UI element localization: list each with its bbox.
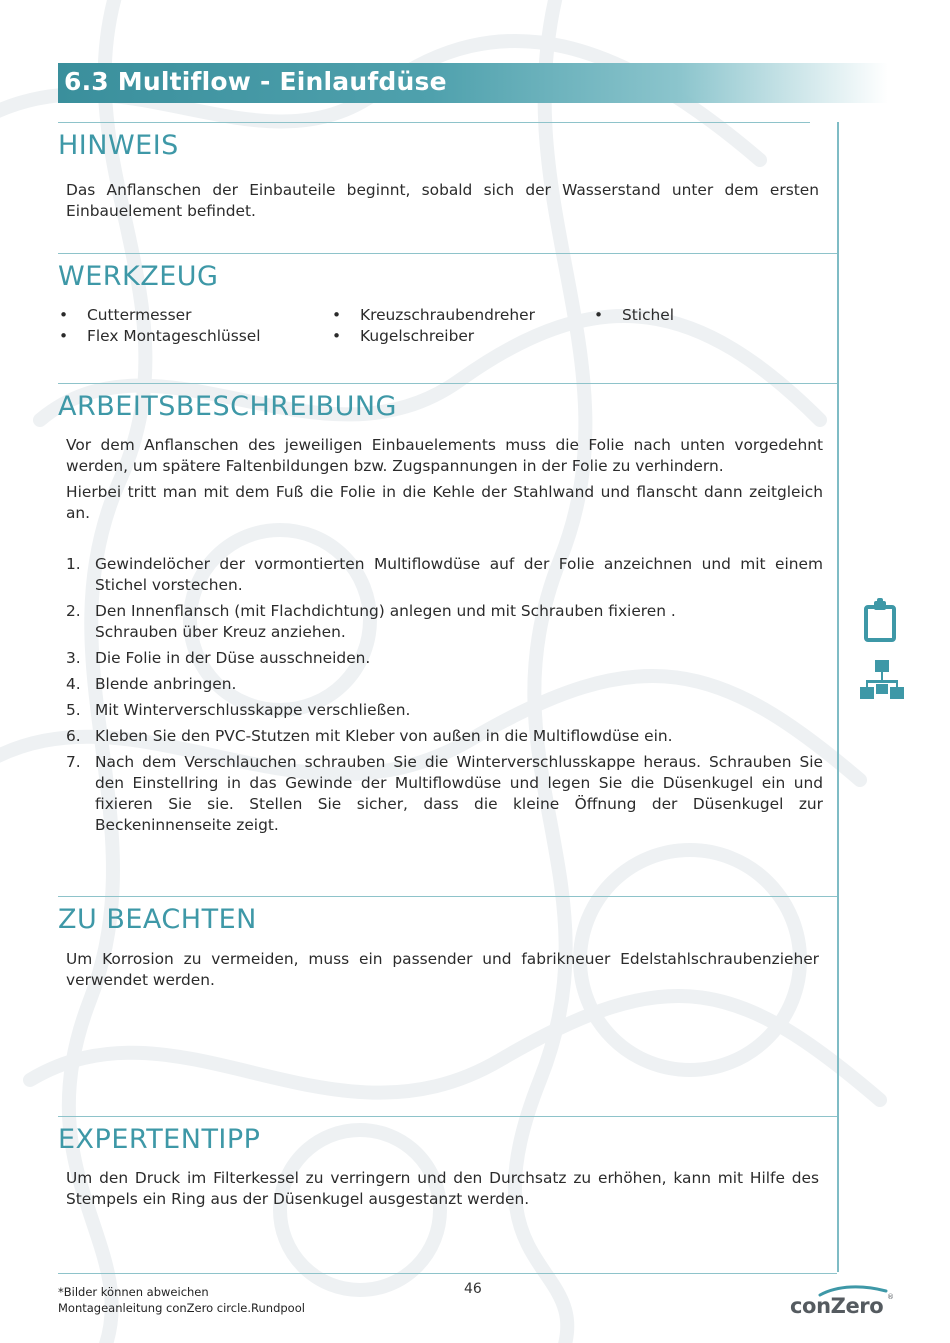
- step-text: Gewindelöcher der vormontierten Multiflowdüse auf der Folie anzeichnen und mit einem Stichel vorstechen.: [95, 555, 823, 594]
- tool-item: • Kugelschreiber: [332, 326, 535, 347]
- conzero-logo: [790, 1285, 894, 1321]
- page-title: 6.3 Multiflow - Einlaufdüse: [64, 67, 447, 96]
- section-title-bar: [58, 63, 888, 103]
- step-text: Den Innenflansch (mit Flachdichtung) anlegen und mit Schrauben fixieren .: [95, 602, 676, 620]
- hinweis-text: Das Anflanschen der Einbauteile beginnt, sobald sich der Wasserstand unter dem ersten Einbauelement befindet.: [66, 181, 819, 220]
- tools-column-3: [594, 305, 674, 326]
- step-text: Kleben Sie den PVC-Stutzen mit Kleber von außen in die Multiflowdüse ein.: [95, 727, 673, 745]
- arbeit-intro-2: Hierbei tritt man mit dem Fuß die Folie in die Kehle der Stahlwand und flanscht dann zeitgleich an.: [66, 483, 823, 522]
- experten-heading: EXPERTENTIPP: [58, 1124, 261, 1155]
- logo-text: conZero: [790, 1294, 884, 1318]
- list-item: [66, 601, 823, 643]
- footer-manual: Montageanleitung conZero circle.Rundpool: [58, 1301, 305, 1315]
- hinweis-rule: [58, 122, 810, 123]
- step-number: 4.: [66, 675, 81, 693]
- experten-text: Um den Druck im Filterkessel zu verringern und den Durchsatz zu erhöhen, kann mit Hilfe des Stempels ein Ring aus der Düsenkugel ausgestanzt werden.: [66, 1169, 819, 1208]
- right-divider: [837, 122, 839, 1272]
- tools-column-2: [332, 305, 535, 347]
- footer-rule: [58, 1273, 837, 1274]
- experten-rule: [58, 1116, 837, 1117]
- step-text: Blende anbringen.: [95, 675, 237, 693]
- step-number: 5.: [66, 701, 81, 719]
- step-text: Nach dem Verschlauchen schrauben Sie die Winterverschlusskappe heraus. Schrauben Sie den Einstellring in das Gewinde der Multiflowdüse und legen Sie die Düsenkugel ein und fixieren Sie sie. Stellen Sie sicher, dass die kleine Öffnung der Düsenkugel zur Beckeninnenseite zeigt.: [95, 753, 823, 834]
- page-number: 46: [464, 1281, 482, 1297]
- tool-item: • Flex Montageschlüssel: [59, 326, 261, 347]
- steps-list: [66, 554, 823, 841]
- step-number: 1.: [66, 555, 81, 573]
- tools-column-1: [59, 305, 261, 347]
- beachten-text: Um Korrosion zu vermeiden, muss ein passender und fabrikneuer Edelstahlschraubenzieher verwendet werden.: [66, 950, 819, 989]
- step-text: Die Folie in der Düse ausschneiden.: [95, 649, 371, 667]
- step-number: 2.: [66, 602, 81, 620]
- step-number: 7.: [66, 753, 81, 771]
- arbeit-rule: [58, 383, 837, 384]
- footer-note: *Bilder können abweichen: [58, 1285, 209, 1299]
- arbeit-heading: ARBEITSBESCHREIBUNG: [58, 391, 397, 422]
- werkzeug-heading: WERKZEUG: [58, 261, 219, 292]
- step-number: 3.: [66, 649, 81, 667]
- step-text: Mit Winterverschlusskappe verschließen.: [95, 701, 411, 719]
- list-item: [66, 726, 823, 747]
- list-item: [66, 752, 823, 836]
- tool-item: • Kreuzschraubendreher: [332, 305, 535, 326]
- beachten-heading: ZU BEACHTEN: [58, 904, 257, 935]
- hinweis-heading: HINWEIS: [58, 130, 179, 161]
- list-item: [66, 674, 823, 695]
- beachten-rule: [58, 896, 837, 897]
- step-text-continued: Schrauben über Kreuz anziehen.: [95, 623, 346, 641]
- footer-notes: [58, 1284, 305, 1316]
- tool-item: • Cuttermesser: [59, 305, 261, 326]
- list-item: [66, 554, 823, 596]
- arbeit-intro-1: Vor dem Anflanschen des jeweiligen Einbauelements muss die Folie nach unten vorgedehnt werden, um spätere Faltenbildungen bzw. Zugspannungen in der Folie zu verhindern.: [66, 436, 823, 475]
- clipboard-icon: [860, 598, 900, 644]
- step-number: 6.: [66, 727, 81, 745]
- network-diagram-icon: [860, 660, 904, 700]
- tool-item: • Stichel: [594, 305, 674, 326]
- werkzeug-rule: [58, 253, 837, 254]
- list-item: [66, 648, 823, 669]
- list-item: [66, 700, 823, 721]
- logo-registered: ®: [887, 1293, 894, 1301]
